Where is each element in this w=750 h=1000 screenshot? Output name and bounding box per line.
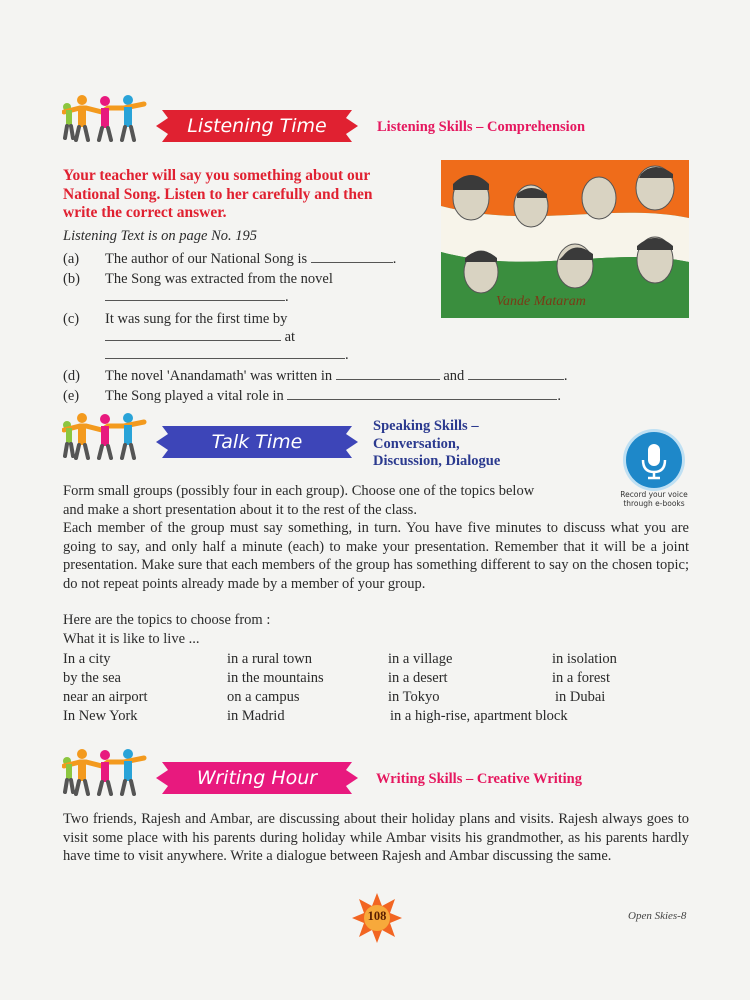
question-mid: and bbox=[443, 368, 465, 384]
topic-item: in a forest bbox=[552, 670, 610, 686]
question-a bbox=[63, 250, 463, 268]
answer-blank[interactable] bbox=[105, 288, 285, 301]
topic-item: by the sea bbox=[63, 670, 121, 686]
question-b-line bbox=[105, 288, 289, 306]
topic-item: in the mountains bbox=[227, 670, 324, 686]
microphone-icon bbox=[626, 432, 682, 488]
topic-item: near an airport bbox=[63, 689, 148, 705]
question-c-line2 bbox=[105, 346, 349, 364]
question-c-line1 bbox=[105, 328, 295, 346]
answer-blank[interactable] bbox=[311, 250, 393, 263]
page-number: 108 bbox=[367, 909, 387, 923]
kids-group-icon bbox=[62, 94, 148, 142]
topic-item: in a desert bbox=[388, 670, 448, 686]
talk-instruction: Form small groups (possibly four in each group). Choose one of the topics below and make a short presentation about it to the rest of the class. bbox=[63, 483, 535, 518]
punct: . bbox=[563, 368, 568, 384]
topic-item: in Tokyo bbox=[388, 689, 440, 705]
topic-item: in a rural town bbox=[227, 651, 312, 667]
topic-item: In New York bbox=[63, 708, 138, 724]
topic-item: In a city bbox=[63, 651, 111, 667]
book-title: Open Skies-8 bbox=[628, 910, 687, 922]
question-text: The novel 'Anandamath' was written in bbox=[105, 368, 333, 384]
listening-time-title: Listening Time bbox=[187, 115, 327, 137]
topics-lead: What it is like to live ... bbox=[63, 631, 200, 647]
answer-blank[interactable] bbox=[287, 387, 557, 400]
question-d bbox=[63, 367, 663, 385]
topic-item: in Dubai bbox=[555, 689, 606, 705]
question-label: (e) bbox=[63, 388, 80, 404]
answer-blank[interactable] bbox=[105, 346, 345, 359]
topic-item: in Madrid bbox=[227, 708, 285, 724]
listening-instruction: Your teacher will say you something about our National Song. Listen to her carefully and then write the correct answer. bbox=[63, 167, 373, 222]
topic-item: in isolation bbox=[552, 651, 617, 667]
question-label: (b) bbox=[63, 271, 80, 287]
topic-item: in a high-rise, apartment block bbox=[390, 708, 568, 724]
answer-blank[interactable] bbox=[468, 367, 564, 380]
question-text: The Song played a vital role in bbox=[105, 388, 284, 404]
question-label: (a) bbox=[63, 251, 80, 267]
topics-intro: Here are the topics to choose from : bbox=[63, 612, 271, 628]
answer-blank[interactable] bbox=[105, 328, 281, 341]
question-c bbox=[63, 310, 463, 328]
question-mid: at bbox=[284, 329, 296, 345]
question-label: (c) bbox=[63, 311, 80, 327]
writing-paragraph: Two friends, Rajesh and Ambar, are discussing about their holiday plans and visits. Rajesh always goes to visit some place with his parents during holiday while Ambar visits his grandmother, as his parents hardly have time to visit anywhere. Write a dialogue between Rajesh and Ambar discussing the same. bbox=[63, 811, 689, 864]
punct: . bbox=[557, 388, 562, 404]
talk-paragraph: Each member of the group must say something, in turn. You have five minutes to discuss what you are going to say, and only half a minute (each) to make your presentation. Remember that it will be a joint presentation. Make sure that each members of the group has something different to say on the chosen topic; do not repeat points already made by a member of your group. bbox=[63, 520, 689, 592]
kids-group-icon bbox=[62, 748, 148, 796]
question-b bbox=[63, 270, 463, 288]
image-caption: Vande Mataram bbox=[496, 294, 586, 309]
record-voice-label: Record your voice through e-books bbox=[620, 490, 688, 508]
punct: . bbox=[392, 251, 397, 267]
answer-blank[interactable] bbox=[336, 367, 440, 380]
punct: . bbox=[345, 347, 349, 363]
writing-subtitle: Writing Skills – Creative Writing bbox=[376, 771, 582, 787]
talk-subtitle: Speaking Skills – Conversation, Discussion, Dialogue bbox=[373, 418, 501, 469]
question-text: The author of our National Song is bbox=[105, 251, 308, 267]
punct: . bbox=[285, 289, 289, 305]
question-text: It was sung for the first time by bbox=[105, 311, 288, 327]
talk-time-title: Talk Time bbox=[211, 431, 303, 453]
topic-item: on a campus bbox=[227, 689, 300, 705]
kids-group-icon bbox=[62, 412, 148, 460]
listening-text-ref: Listening Text is on page No. 195 bbox=[63, 228, 258, 244]
question-text: The Song was extracted from the novel bbox=[105, 271, 333, 287]
listening-subtitle: Listening Skills – Comprehension bbox=[377, 119, 586, 135]
record-voice-button[interactable] bbox=[626, 432, 682, 488]
question-e bbox=[63, 387, 663, 405]
topic-item: in a village bbox=[388, 651, 453, 667]
writing-hour-title: Writing Hour bbox=[196, 767, 318, 789]
question-label: (d) bbox=[63, 368, 80, 384]
